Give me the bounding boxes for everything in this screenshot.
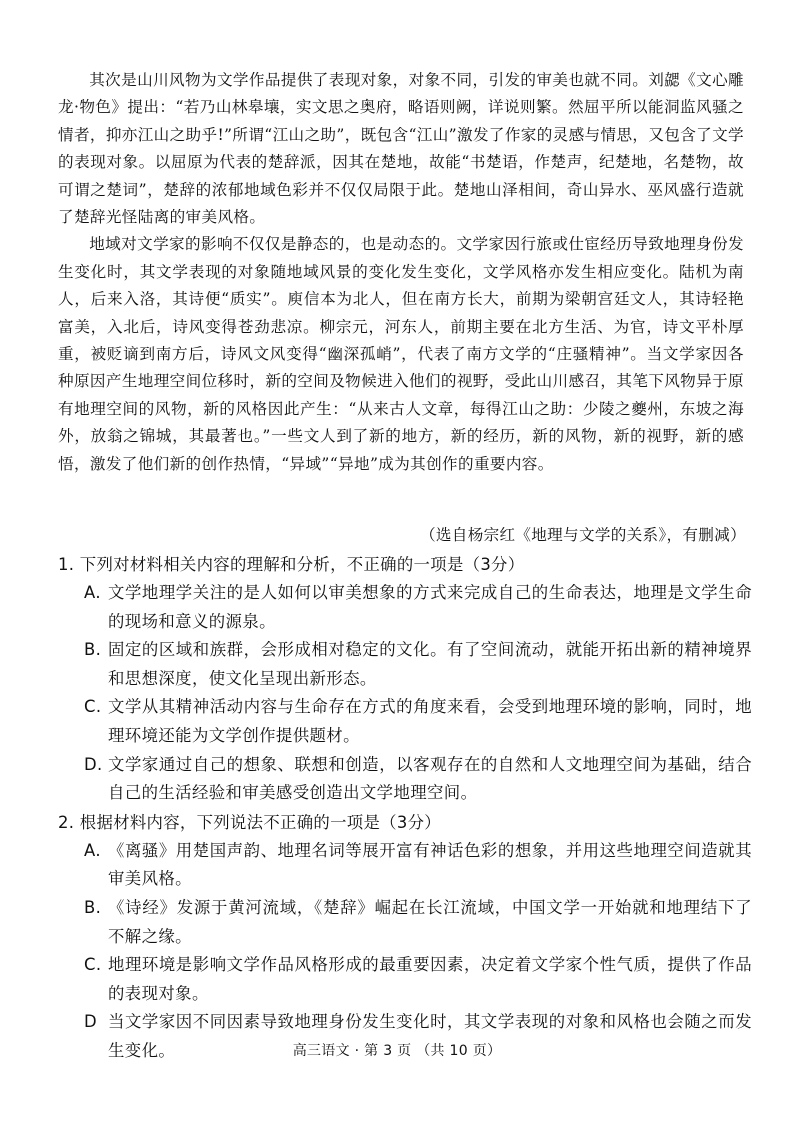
passage-paragraph-1: 其次是山川风物为文学作品提供了表现对象，对象不同，引发的审美也就不同。刘勰《文心雕龙·物色》提出：“若乃山林皋壤，实文思之奥府，略语则阙，详说则繁。然屈平所以能洞监风骚之情者，抑亦江山之助乎!”所谓“江山之助”，既包含“江山”激发了作家的灵感与情思，又包含了文学的表现对象。以屈原为代表的楚辞派，因其在楚地，故能“书楚语，作楚声，纪楚地，名楚物，故可谓之楚词”，楚辞的浓郁地域色彩并不仅仅局限于此。楚地山泽相间，奇山异水、巫风盛行造就了楚辞光怪陆离的审美风格。: [58, 71, 744, 227]
option-text: 当文学家因不同因素导致地理身份发生变化时，其文学表现的对象和风格也会随之而发生变化。: [108, 1012, 752, 1060]
question-stem: 1. 下列对材料相关内容的理解和分析，不正确的一项是（3分）: [58, 555, 525, 574]
option-text: 文学家通过自己的想象、联想和创造，以客观存在的自然和人文地理空间为基础，结合自己的生活经验和审美感受创造出文学地理空间。: [108, 754, 752, 803]
option-a: [84, 837, 752, 894]
option-a: [84, 579, 752, 636]
option-b: [84, 636, 752, 693]
option-label: C.: [84, 697, 102, 717]
reading-passage: [58, 67, 744, 478]
option-label: A.: [84, 583, 101, 602]
option-c: [84, 951, 752, 1008]
option-text: 《诗经》发源于黄河流域，《楚辞》崛起在长江流域，中国文学一开始就和地理结下了不解之缘。: [108, 897, 752, 946]
option-text: 文学从其精神活动内容与生命存在方式的角度来看，会受到地理环境的影响，同时，地理环境还能为文学创作提供题材。: [108, 697, 752, 745]
option-label: D.: [84, 754, 103, 774]
option-b: [84, 894, 752, 951]
passage-paragraph-2: 地域对文学家的影响不仅仅是静态的，也是动态的。文学家因行旅或仕宦经历导致地理身份发生变化时，其文学表现的对象随地域风景的变化发生变化，文学风格亦发生相应变化。陆机为南人，后来入洛，其诗便“质实”。庾信本为北人，但在南方长大，前期为梁朝宫廷文人，其诗轻艳富美，入北后，诗风变得苍劲悲凉。柳宗元，河东人，前期主要在北方生活、为官，诗文平朴厚重，被贬谪到南方后，诗风文风变得“幽深孤峭”，代表了南方文学的“庄骚精神”。当文学家因各种原因产生地理空间位移时，新的空间及物候进入他们的视野，受此山川感召，其笔下风物异于原有地理空间的风物，新的风格因此产生：“从来古人文章，每得江山之助：少陵之夔州，东坡之海外，放翁之锦城，其最著也。”一些文人到了新的地方，新的经历，新的风物，新的视野，新的感悟，激发了他们新的创作热情，“异域”“异地”成为其创作的重要内容。: [58, 235, 744, 473]
option-label: B.: [84, 897, 102, 917]
passage-source: （选自杨宗红《地理与文学的关系》，有删减）: [420, 526, 746, 544]
option-label: D: [84, 1012, 98, 1032]
question-stem: 2. 根据材料内容，下列说法不正确的一项是（3分）: [58, 812, 441, 832]
option-text: 地理环境是影响文学作品风格形成的最重要因素，决定着文学家个性气质，提供了作品的表现对象。: [108, 955, 752, 1003]
option-label: B.: [84, 640, 102, 660]
option-d: [84, 751, 752, 808]
option-c: [84, 693, 752, 750]
page-footer: 高三语文 · 第 3 页 （共 10 页）: [292, 1043, 502, 1059]
option-label: A.: [84, 840, 101, 860]
question-2: [58, 808, 752, 1066]
question-1: [58, 550, 752, 808]
option-label: C.: [84, 955, 102, 975]
question-list: [58, 550, 752, 1066]
option-text: 文学地理学关注的是人如何以审美想象的方式来完成自己的生命表达，地理是文学生命的现场和意义的源泉。: [108, 583, 752, 631]
option-text: 《离骚》用楚国声韵、地理名词等展开富有神话色彩的想象，并用这些地理空间造就其审美风格。: [108, 840, 752, 889]
option-text: 固定的区域和族群，会形成相对稳定的文化。有了空间流动，就能开拓出新的精神境界和思想深度，使文化呈现出新形态。: [108, 640, 752, 688]
